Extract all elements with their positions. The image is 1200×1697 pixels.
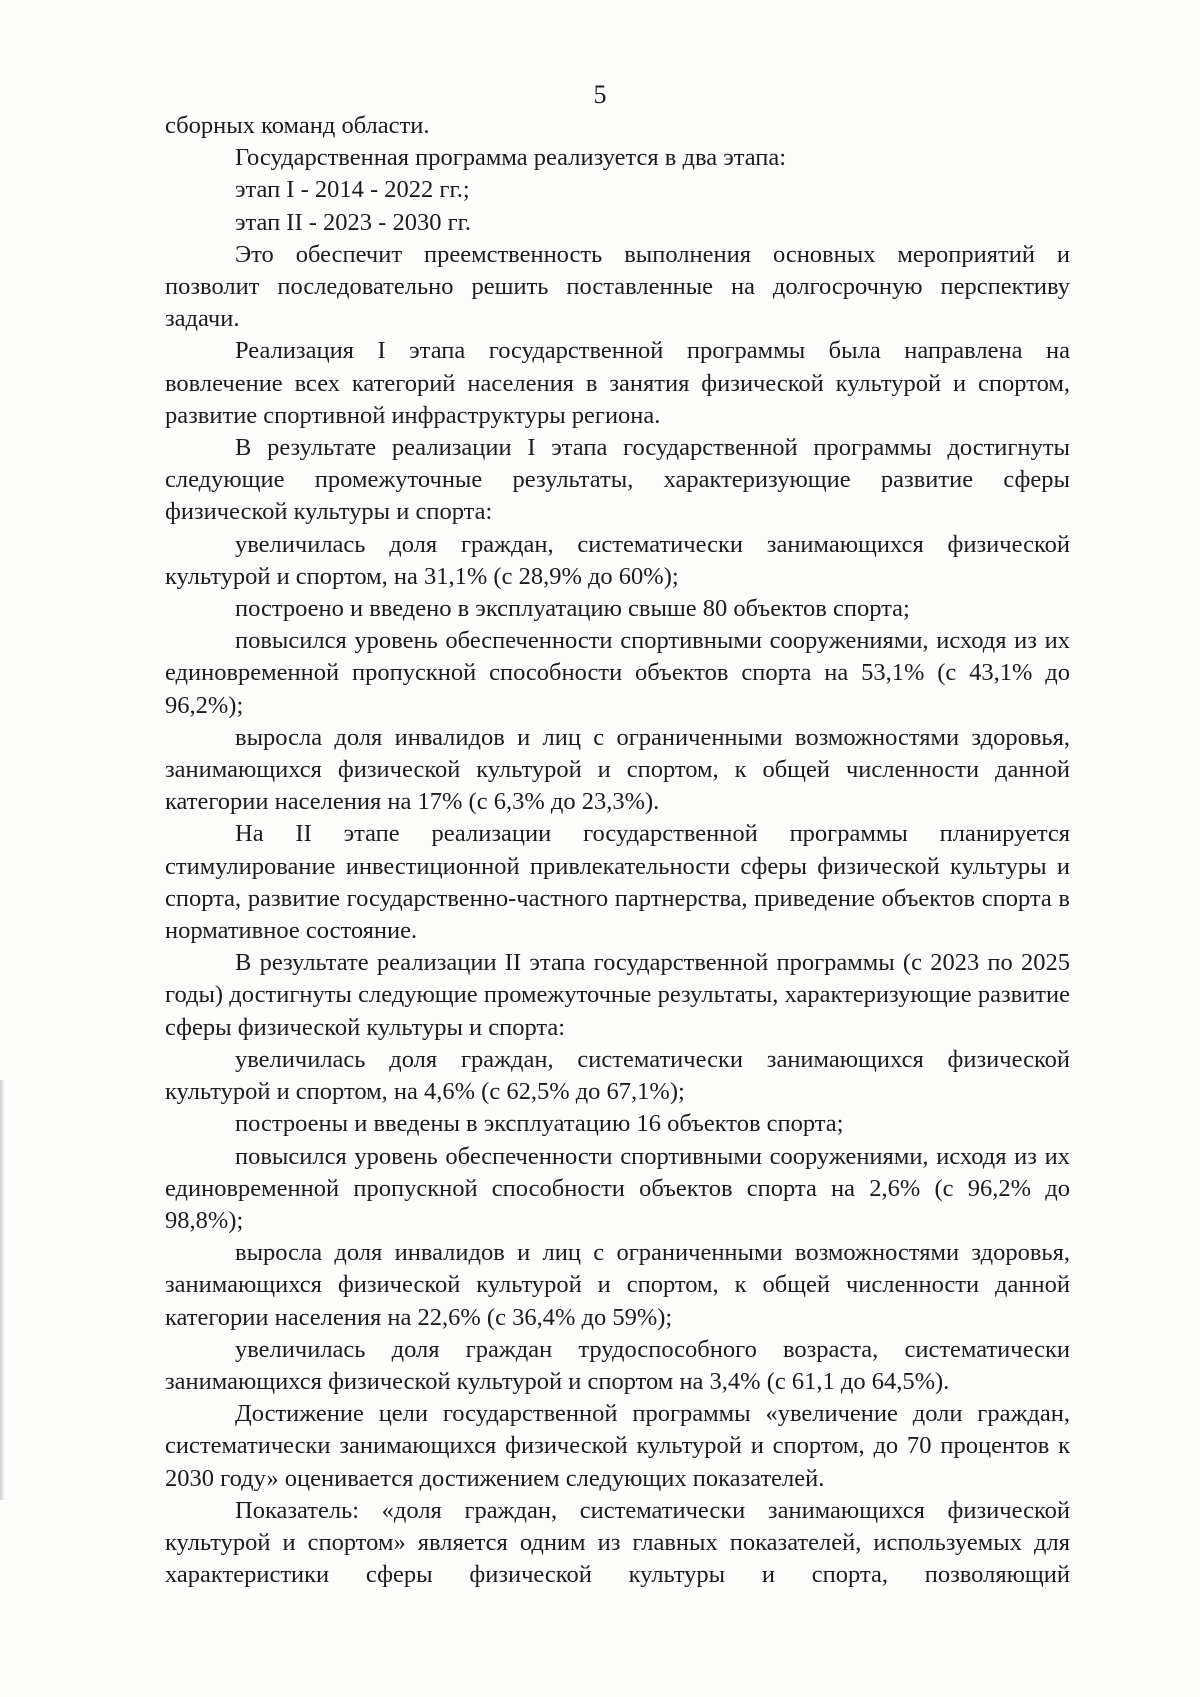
result-item: выросла доля инвалидов и лиц с ограниченными возможностями здоровья, занимающихся физической культурой и спортом, к общей численности данной категории населения на 17% (с 6,3% до 23,3%). — [165, 723, 1070, 816]
paragraph-stage-1-results-intro: В результате реализации I этапа государственной программы достигнуты следующие промежуточные результаты, характеризующие развитие сферы физической культуры и спорта: — [165, 434, 1070, 526]
paragraph-continuation: сборных команд области. — [165, 112, 430, 139]
paragraph-indicator: Показатель: «доля граждан, систематически занимающихся физической культурой и спортом» является одним из главных показателей, используемых для характеристики сферы физической культуры и спорта, позволяющий — [165, 1496, 1070, 1589]
paragraph-stage-2: этап II - 2023 - 2030 гг. — [235, 208, 472, 236]
result-item: увеличилась доля граждан трудоспособного возраста, систематически занимающихся физической культурой и спортом на 3,4% (с 61,1 до 64,5%). — [165, 1335, 1070, 1395]
result-item: повысился уровень обеспеченности спортивными сооружениями, исходя из их единовременной пропускной способности объектов спорта на 53,1% (с 43,1% до 96,2%); — [165, 627, 1070, 719]
paragraph-stage-2-plans: На II этапе реализации государственной программы планируется стимулирование инвестиционной привлекательности сферы физической культуры и спорта, развитие государственно-частного партнерства, приведение объектов спорта в нормативное состояние. — [165, 820, 1070, 945]
paragraph-program-goal: Достижение цели государственной программы «увеличение доли граждан, систематически занимающихся физической культурой и спортом, до 70 процентов к 2030 году» оценивается достижением следующих показателей. — [165, 1400, 1070, 1492]
result-item: выросла доля инвалидов и лиц с ограниченными возможностями здоровья, занимающихся физической культурой и спортом, к общей численности данной категории населения на 22,6% (с 36,4% до 59%); — [165, 1239, 1070, 1331]
scan-edge-shadow — [0, 1080, 5, 1500]
result-item: увеличилась доля граждан, систематически занимающихся физической культурой и спортом, на 4,6% (с 62,5% до 67,1%); — [165, 1045, 1070, 1106]
result-item: построено и введено в эксплуатацию свыше 80 объектов спорта; — [235, 595, 910, 623]
paragraph-stage-2-results-intro: В результате реализации II этапа государственной программы (с 2023 по 2025 годы) достигнуты следующие промежуточные результаты, характеризующие развитие сферы физической культуры и спорта: — [165, 949, 1070, 1041]
paragraph-stages-intro: Государственная программа реализуется в два этапа: — [235, 144, 787, 172]
result-item: повысился уровень обеспеченности спортивными сооружениями, исходя из их единовременной пропускной способности объектов спорта на 2,6% (с 96,2% до 98,8%); — [165, 1142, 1070, 1234]
paragraph-stage-1: этап I - 2014 - 2022 гг.; — [235, 176, 470, 204]
page-number: 5 — [593, 80, 607, 109]
document-body — [165, 110, 1070, 1591]
paragraph-stage-1-goal: Реализация I этапа государственной программы была направлена на вовлечение всех категорий населения в занятия физической культурой и спортом, развитие спортивной инфраструктуры региона. — [165, 337, 1070, 429]
result-item: построены и введены в эксплуатацию 16 объектов спорта; — [235, 1110, 844, 1138]
result-item: увеличилась доля граждан, систематически занимающихся физической культурой и спортом, на 31,1% (с 28,9% до 60%); — [165, 530, 1070, 590]
paragraph-continuity: Это обеспечит преемственность выполнения основных мероприятий и позволит последовательно решить поставленные на долгосрочную перспективу задачи. — [165, 240, 1070, 333]
